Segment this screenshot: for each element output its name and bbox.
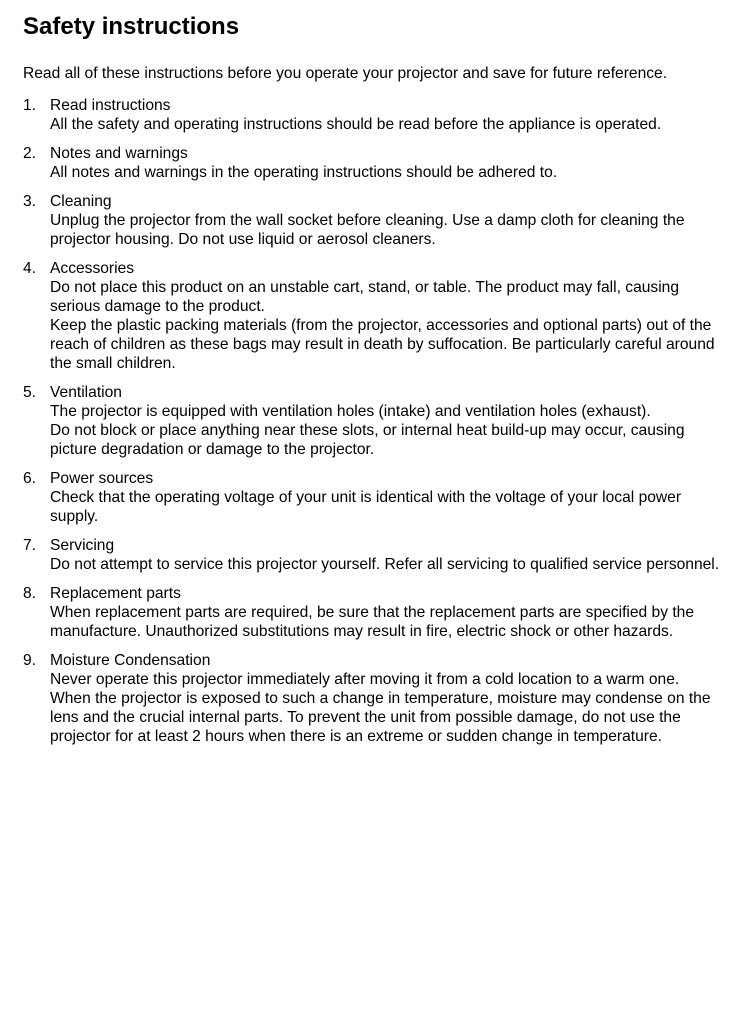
item-paragraph: When replacement parts are required, be sure that the replacement parts are specified by the manufacture. Unauthorized substitutions may result in fire, electric shock or other hazards. [50,604,695,640]
item-paragraph: Never operate this projector immediately after moving it from a cold location to a warm one. When the projector is exposed to such a change in temperature, moisture may condense on the lens and the crucial internal parts. To prevent the unit from possible damage, do not use the projector for at least 2 hours when there is an extreme or sudden change in temperature. [50,671,711,745]
instruction-item [23,469,723,526]
item-heading: Power sources [50,470,154,487]
instruction-item [23,651,723,746]
instruction-item [23,192,723,249]
instruction-item [23,383,723,459]
instruction-item [23,536,723,574]
item-heading: Cleaning [50,193,112,210]
item-number: 7. [23,537,37,554]
item-heading: Moisture Condensation [50,652,211,669]
instruction-item [23,96,723,134]
item-paragraph: Do not attempt to service this projector yourself. Refer all servicing to qualified service personnel. [50,556,720,573]
item-number: 6. [23,470,37,487]
instruction-list [23,96,723,746]
instruction-item [23,584,723,641]
intro-paragraph: Read all of these instructions before you operate your projector and save for future reference. [23,65,668,82]
item-paragraph: Check that the operating voltage of your unit is identical with the voltage of your local power supply. [50,489,682,525]
item-heading: Replacement parts [50,585,181,602]
item-number: 5. [23,384,37,401]
item-paragraph: The projector is equipped with ventilation holes (intake) and ventilation holes (exhaust). [50,403,651,420]
item-heading: Ventilation [50,384,122,401]
instruction-item [23,259,723,373]
item-number: 1. [23,97,37,114]
item-number: 3. [23,193,37,210]
item-number: 8. [23,585,37,602]
item-heading: Read instructions [50,97,171,114]
item-paragraph: All notes and warnings in the operating instructions should be adhered to. [50,164,558,181]
item-paragraph: Unplug the projector from the wall socket before cleaning. Use a damp cloth for cleaning the projector housing. Do not use liquid or aerosol cleaners. [50,212,685,248]
item-paragraph: Do not block or place anything near these slots, or internal heat build-up may occur, causing picture degradation or damage to the projector. [50,422,685,458]
item-heading: Notes and warnings [50,145,188,162]
item-heading: Accessories [50,260,135,277]
item-paragraph: All the safety and operating instructions should be read before the appliance is operated. [50,116,662,133]
item-paragraph: Do not place this product on an unstable cart, stand, or table. The product may fall, causing serious damage to the product. [50,279,680,315]
instruction-item [23,144,723,182]
item-number: 4. [23,260,37,277]
document-page [23,12,723,756]
item-paragraph: Keep the plastic packing materials (from the projector, accessories and optional parts) out of the reach of children as these bags may result in death by suffocation. Be particularly careful around the small children. [50,317,715,372]
item-heading: Servicing [50,537,115,554]
item-number: 9. [23,652,37,669]
item-number: 2. [23,145,37,162]
page-title: Safety instructions [23,13,240,40]
